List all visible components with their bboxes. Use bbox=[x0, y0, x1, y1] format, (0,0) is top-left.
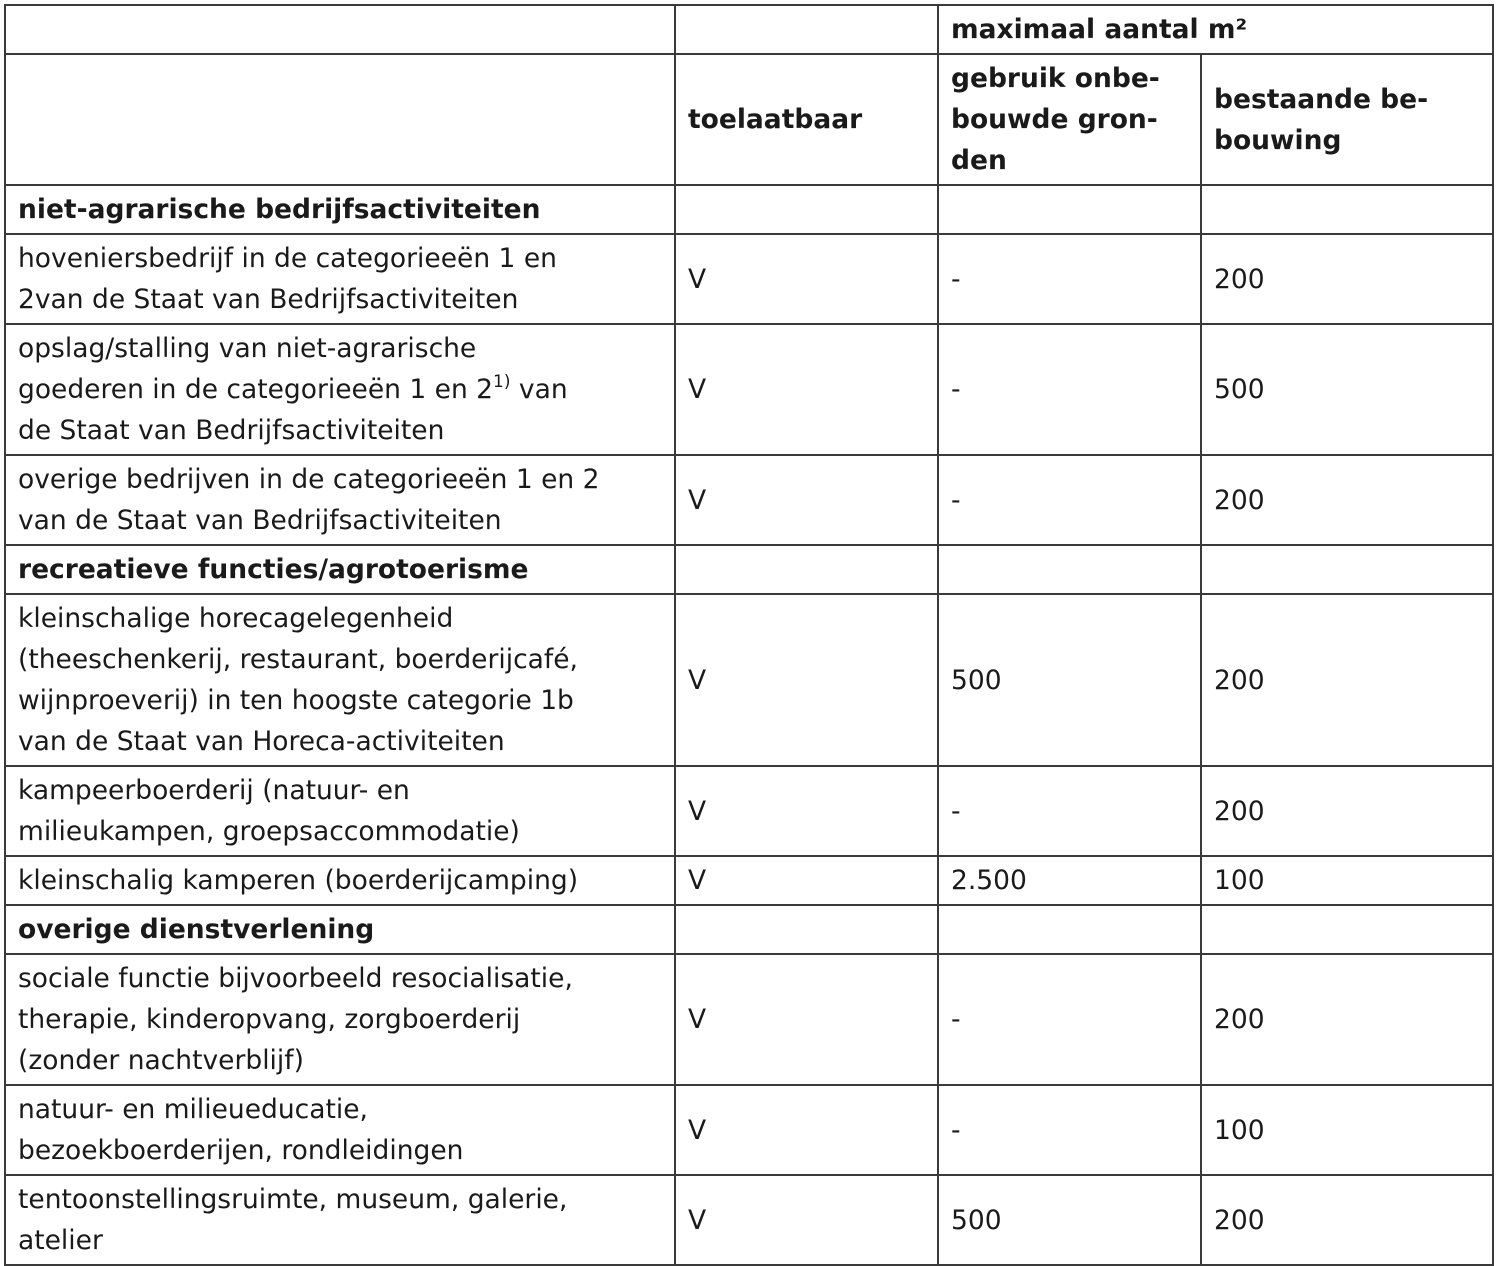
header-bebouwing: bestaande be- bouwing bbox=[1201, 54, 1493, 185]
table-row bbox=[5, 1085, 1493, 1175]
table-row bbox=[5, 1175, 1493, 1265]
section-row bbox=[5, 545, 1493, 594]
empty-cell bbox=[938, 545, 1201, 594]
onbebouwd-cell: - bbox=[938, 234, 1201, 324]
bebouwing-cell: 200 bbox=[1201, 1175, 1493, 1265]
activity-cell: sociale functie bijvoorbeeld resocialisatie, therapie, kinderopvang, zorgboerderij (zonder nachtverblijf) bbox=[5, 954, 675, 1085]
empty-cell bbox=[675, 185, 938, 234]
bebouwing-cell: 100 bbox=[1201, 1085, 1493, 1175]
activity-cell: kleinschalig kamperen (boerderijcamping) bbox=[5, 856, 675, 905]
bebouwing-cell: 200 bbox=[1201, 766, 1493, 856]
bebouwing-cell: 200 bbox=[1201, 455, 1493, 545]
empty-cell bbox=[1201, 185, 1493, 234]
table-row bbox=[5, 455, 1493, 545]
header-empty-cell bbox=[675, 5, 938, 54]
header-empty-cell bbox=[5, 54, 675, 185]
header-group-row bbox=[5, 5, 1493, 54]
empty-cell bbox=[1201, 905, 1493, 954]
bebouwing-cell: 200 bbox=[1201, 954, 1493, 1085]
empty-cell bbox=[938, 905, 1201, 954]
section-title: recreatieve functies/agrotoerisme bbox=[5, 545, 675, 594]
onbebouwd-cell: 2.500 bbox=[938, 856, 1201, 905]
table-row bbox=[5, 324, 1493, 455]
activity-cell bbox=[5, 324, 675, 455]
regulation-table bbox=[4, 4, 1494, 1266]
toelaatbaar-cell: V bbox=[675, 766, 938, 856]
empty-cell bbox=[675, 545, 938, 594]
bebouwing-cell: 200 bbox=[1201, 234, 1493, 324]
activity-cell: kampeerboerderij (natuur- en milieukampen, groepsaccommodatie) bbox=[5, 766, 675, 856]
table-row bbox=[5, 954, 1493, 1085]
onbebouwd-cell: - bbox=[938, 1085, 1201, 1175]
header-onbebouwd: gebruik onbe- bouwde gron- den bbox=[938, 54, 1201, 185]
onbebouwd-cell: - bbox=[938, 766, 1201, 856]
table-row bbox=[5, 234, 1493, 324]
toelaatbaar-cell: V bbox=[675, 455, 938, 545]
toelaatbaar-cell: V bbox=[675, 1085, 938, 1175]
toelaatbaar-cell: V bbox=[675, 856, 938, 905]
activity-cell: tentoonstellingsruimte, museum, galerie, atelier bbox=[5, 1175, 675, 1265]
header-toelaatbaar: toelaatbaar bbox=[675, 54, 938, 185]
bebouwing-cell: 200 bbox=[1201, 594, 1493, 766]
section-row bbox=[5, 185, 1493, 234]
table-row bbox=[5, 594, 1493, 766]
section-title: overige dienstverlening bbox=[5, 905, 675, 954]
empty-cell bbox=[675, 905, 938, 954]
toelaatbaar-cell: V bbox=[675, 954, 938, 1085]
header-row bbox=[5, 54, 1493, 185]
onbebouwd-cell: 500 bbox=[938, 594, 1201, 766]
onbebouwd-cell: - bbox=[938, 455, 1201, 545]
header-empty-cell bbox=[5, 5, 675, 54]
onbebouwd-cell: - bbox=[938, 324, 1201, 455]
toelaatbaar-cell: V bbox=[675, 234, 938, 324]
activity-cell: natuur- en milieueducatie, bezoekboerderijen, rondleidingen bbox=[5, 1085, 675, 1175]
toelaatbaar-cell: V bbox=[675, 594, 938, 766]
onbebouwd-cell: - bbox=[938, 954, 1201, 1085]
empty-cell bbox=[938, 185, 1201, 234]
onbebouwd-cell: 500 bbox=[938, 1175, 1201, 1265]
activity-text: van de Staat van Bedrijfsactiviteiten bbox=[18, 374, 568, 446]
toelaatbaar-cell: V bbox=[675, 324, 938, 455]
table-row bbox=[5, 766, 1493, 856]
toelaatbaar-cell: V bbox=[675, 1175, 938, 1265]
activity-cell: hoveniersbedrijf in de categorieeën 1 en 2van de Staat van Bedrijfsactiviteiten bbox=[5, 234, 675, 324]
activity-cell: overige bedrijven in de categorieeën 1 en 2 van de Staat van Bedrijfsactiviteiten bbox=[5, 455, 675, 545]
bebouwing-cell: 500 bbox=[1201, 324, 1493, 455]
section-title: niet-agrarische bedrijfsactiviteiten bbox=[5, 185, 675, 234]
header-group-label: maximaal aantal m² bbox=[938, 5, 1493, 54]
activity-text: opslag/stalling van niet-agrarische goederen in de categorieeën 1 en 2 bbox=[18, 333, 494, 405]
footnote-marker: 1) bbox=[493, 372, 511, 392]
activity-cell: kleinschalige horecagelegenheid (theeschenkerij, restaurant, boerderijcafé, wijnproeverij) in ten hoogste categorie 1b van de Staat van Horeca-activiteiten bbox=[5, 594, 675, 766]
table-row bbox=[5, 856, 1493, 905]
bebouwing-cell: 100 bbox=[1201, 856, 1493, 905]
empty-cell bbox=[1201, 545, 1493, 594]
section-row bbox=[5, 905, 1493, 954]
